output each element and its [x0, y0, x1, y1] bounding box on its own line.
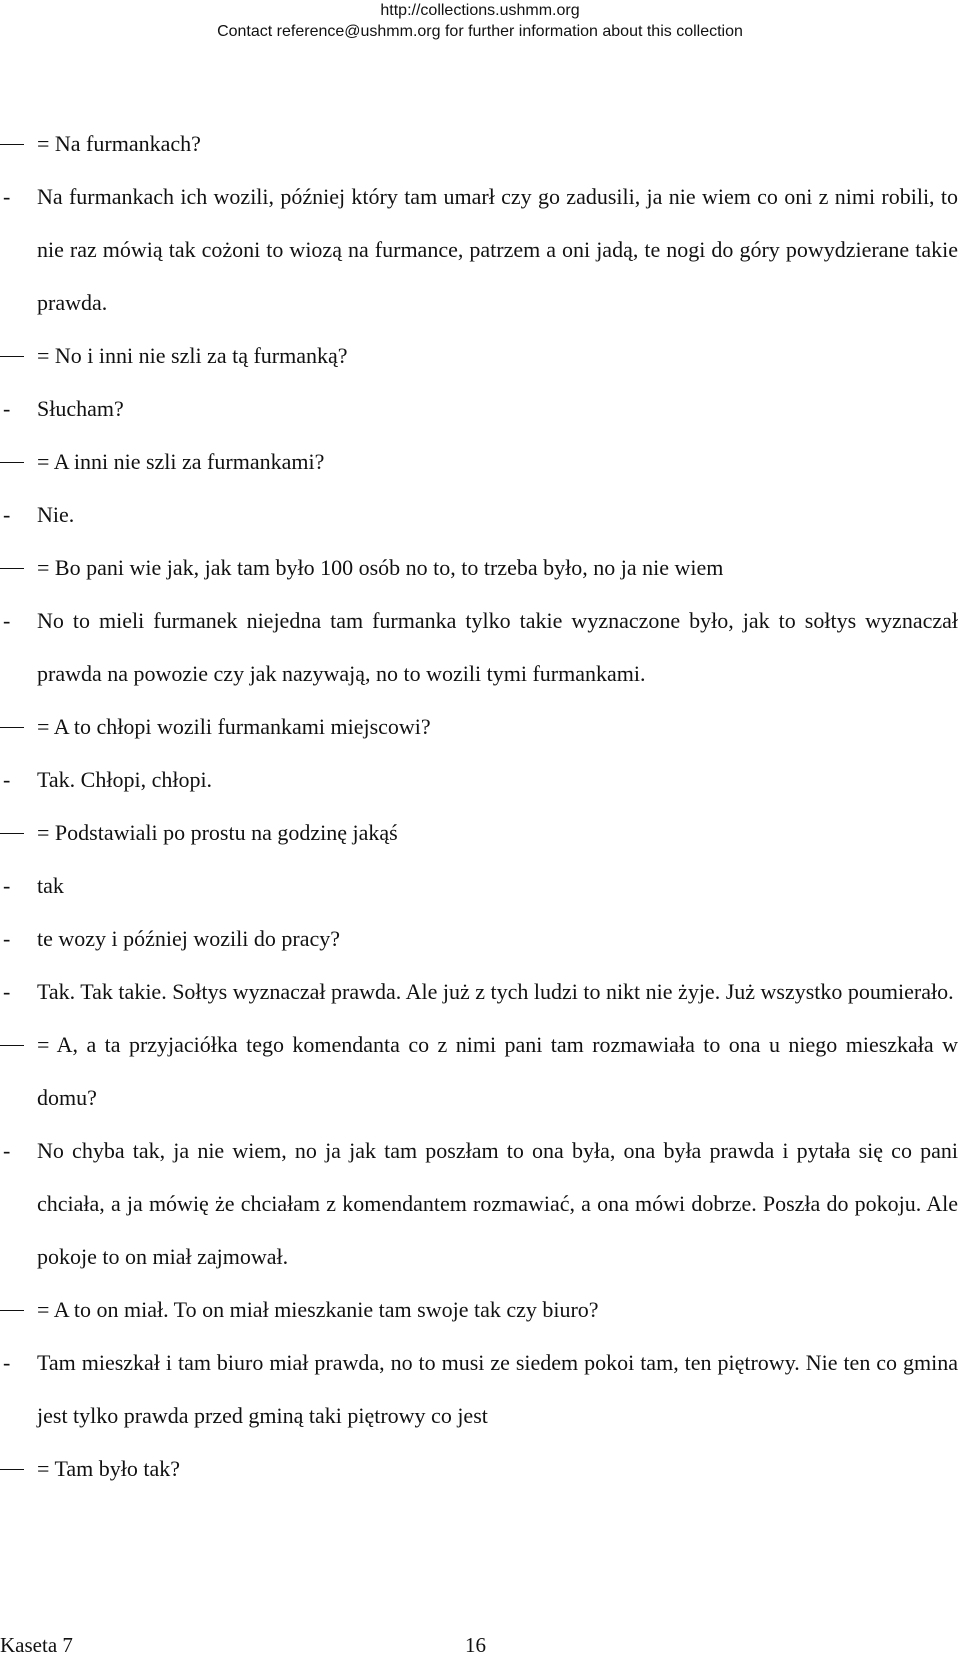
turn-text: = A inni nie szli za furmankami?	[37, 449, 325, 474]
question-turn	[0, 1442, 958, 1495]
dash-marker	[0, 833, 24, 834]
transcript-body	[0, 117, 960, 1495]
answer-turn	[0, 1124, 958, 1283]
question-turn	[0, 541, 958, 594]
turn-text: Tam mieszkał i tam biuro miał prawda, no to musi ze siedem pokoi tam, ten piętrowy. Nie ten co gmina jest tylko prawda przed gminą taki piętrowy co jest	[37, 1350, 958, 1428]
question-turn	[0, 435, 958, 488]
question-turn	[0, 117, 958, 170]
turn-text: = Bo pani wie jak, jak tam było 100 osób no to, to trzeba było, no ja nie wiem	[37, 555, 724, 580]
turn-text: = A to on miał. To on miał mieszkanie tam swoje tak czy biuro?	[37, 1297, 599, 1322]
hyphen-marker: -	[3, 608, 11, 633]
dash-marker	[0, 1045, 24, 1046]
dash-marker	[0, 568, 24, 569]
question-turn	[0, 700, 958, 753]
hyphen-marker: -	[3, 926, 11, 951]
answer-turn	[0, 382, 958, 435]
turn-text: = Podstawiali po prostu na godzinę jakąś	[37, 820, 398, 845]
turn-text: Słucham?	[37, 396, 124, 421]
turn-text: te wozy i później wozili do pracy?	[37, 926, 341, 951]
hyphen-marker: -	[3, 396, 11, 421]
turn-text: Nie.	[37, 502, 75, 527]
answer-turn	[0, 912, 958, 965]
turn-text: No to mieli furmanek niejedna tam furmanka tylko takie wyznaczone było, jak to sołtys wyznaczał prawda na powozie czy jak nazywają, no to wozili tymi furmankami.	[37, 608, 958, 686]
dash-marker	[0, 356, 24, 357]
answer-turn	[0, 859, 958, 912]
question-turn	[0, 1283, 958, 1336]
turn-text: = Na furmankach?	[37, 131, 201, 156]
answer-turn	[0, 753, 958, 806]
dash-marker	[0, 462, 24, 463]
answer-turn	[0, 1336, 958, 1442]
hyphen-marker: -	[3, 873, 11, 898]
turn-text: = A to chłopi wozili furmankami miejscowi?	[37, 714, 431, 739]
hyphen-marker: -	[3, 1138, 11, 1163]
answer-turn	[0, 170, 958, 329]
turn-text: tak	[37, 873, 64, 898]
question-turn	[0, 806, 958, 859]
archive-contact: Contact reference@ushmm.org for further information about this collection	[217, 23, 743, 40]
question-turn	[0, 1018, 958, 1124]
dash-marker	[0, 1469, 24, 1470]
turn-text: Na furmankach ich wozili, później który tam umarł czy go zadusili, ja nie wiem co oni z nimi robili, to nie raz mówią tak cożoni to wiozą na furmance, patrzem a oni jadą, te nogi do góry powydzierane takie prawda.	[37, 184, 958, 315]
tape-label: Kaseta 7	[0, 1633, 73, 1657]
hyphen-marker: -	[3, 502, 11, 527]
dash-marker	[0, 1310, 24, 1311]
answer-turn	[0, 965, 958, 1018]
turn-text: Tak. Tak takie. Sołtys wyznaczał prawda. Ale już z tych ludzi to nikt nie żyje. Już wszystko poumierało.	[37, 979, 954, 1004]
hyphen-marker: -	[3, 767, 11, 792]
turn-text: No chyba tak, ja nie wiem, no ja jak tam poszłam to ona była, ona była prawda i pytała się co pani chciała, a ja mówię że chciałam z komendantem rozmawiać, a ona mówi dobrze. Poszła do pokoju. Ale pokoje to on miał zajmował.	[37, 1138, 958, 1269]
hyphen-marker: -	[3, 184, 11, 209]
turn-text: = A, a ta przyjaciółka tego komendanta co z nimi pani tam rozmawiała to ona u niego mieszkała w domu?	[37, 1032, 958, 1110]
page-number: 16	[465, 1633, 486, 1657]
turn-text: Tak. Chłopi, chłopi.	[37, 767, 213, 792]
dash-marker	[0, 144, 24, 145]
hyphen-marker: -	[3, 979, 11, 1004]
page-footer	[0, 1633, 960, 1657]
turn-text: = Tam było tak?	[37, 1456, 181, 1481]
answer-turn	[0, 488, 958, 541]
hyphen-marker: -	[3, 1350, 11, 1375]
answer-turn	[0, 594, 958, 700]
archive-header	[0, 0, 960, 42]
turn-text: = No i inni nie szli za tą furmanką?	[37, 343, 348, 368]
question-turn	[0, 329, 958, 382]
archive-url[interactable]: http://collections.ushmm.org	[380, 2, 580, 19]
dash-marker	[0, 727, 24, 728]
